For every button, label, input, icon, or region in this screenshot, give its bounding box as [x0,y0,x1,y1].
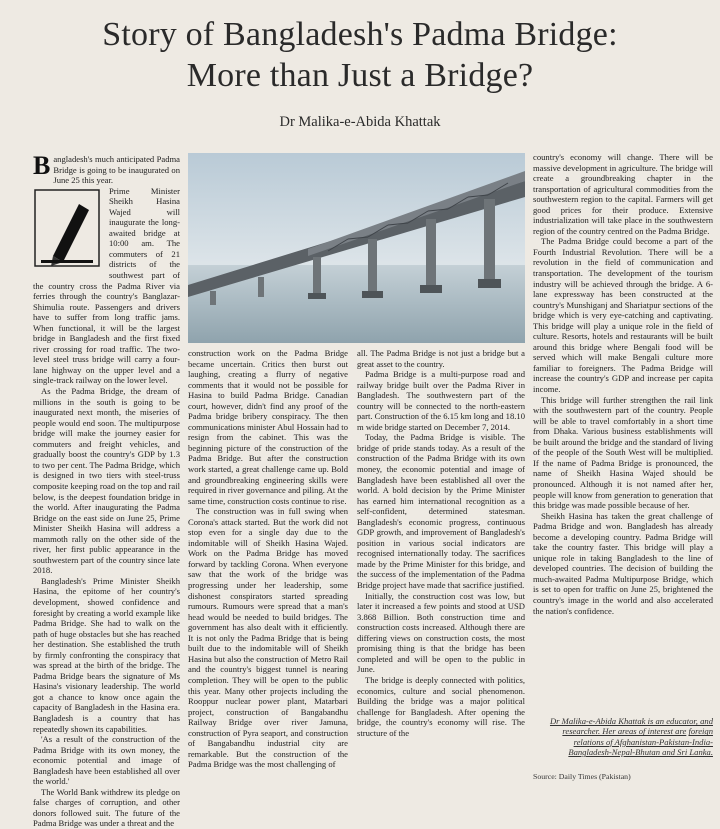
drop-cap: B [33,151,51,180]
headline-line-2: More than Just a Bridge? [186,57,534,94]
author-bio-line-1: Dr Malika-e-Abida Khattak is an educator, and researcher. Her areas of interest are [549,716,713,737]
source-credit: Source: Daily Times (Pakistan) [533,772,631,781]
paragraph-1: Prime Minister Sheikh Hasina Wajed will inaugurate the long-awaited bridge at 10:00 am. The commuters of 21 districts of the southwest part of the country cross the Padma River via ferries through the country's Banglazar-Shimulia route. Passengers and drivers have to suffer from long traffic jams. When functional, it will be the largest bridge in Bangladesh and the first fixed river crossing for road traffic. The two-level steel truss bridge will carry a four-lane highway on the upper level and a single-track railway on the lower level. [33,185,180,386]
paragraph-2: The Padma Bridge could become a part of the Fourth Industrial Revolution. There will be a revolution in the field of communication and transportation. The development of the tourism industry will be achieved through the bridge. A 6-lane expressway has been constructed at the country's Munshiganj and Shariatpur sections of the bridge which is very eye-catching and captivating. This bridge will play a unique role in the field of culture. Resorts, hotels and restaurants will be built around this bridge where Bengali food will be served which will make Bengali culture more familiar to foreigners. The Padma Bridge will increase the country's GDP and increase per capita income. [533,236,713,395]
paragraph-2: The construction was in full swing when Corona's attack started. But the work did not stop even for a single day due to the indomitable will of Sheikh Hasina Wajed. Work on the Padma Bridge has moved forward by tackling Corona. When everyone saw that the work of the bridge was progressing under her leadership, some dishonest conspirators started spreading rumours. Rumours were spread that a man's head would be needed to build bridges. The government has also dealt with it efficiently. It is not only the Padma Bridge that is being built due to the indomitable will of Sheikh Hasina but also the construction of Metro Rail and the country's biggest tunnel is nearing completion. They will be open to the public this year. Many other projects including the Rooppur nuclear power plant, Matarbari project, construction of Bangabandhu Railway Bridge over river Jamuna, construction of Pyra seaport, and construction of Bangabandhu industrial city are remarkable. But the construction of the Padma Bridge was the most challenging of [188,506,348,770]
author-bio-line-2: foreign relations of Afghanistan-Pakistan-India-Bangladesh-Nepal-Bhutan and Sri Lanka. [568,726,713,758]
pen-author-icon [33,188,103,270]
paragraph-1: all. The Padma Bridge is not just a bridge but a great asset to the country. [357,348,525,369]
byline: Dr Malika-e-Abida Khattak [279,114,441,130]
paragraph-4: Initially, the construction cost was low, but later it increased a few points and stood at USD 3.868 Billion. Both construction time and construction costs increased. Although there are differing views on construction costs, the most promising thing is that the bridge has been completed and will be open to the public in June. [357,590,525,675]
column-2 [188,348,348,784]
paragraph-2: Padma Bridge is a multi-purpose road and railway bridge built over the Padma River in Bangladesh. The southwestern part of the country will be connected to the north-eastern part. Construction of the 6.15 km long and 18.10 m wide bridge started on December 7, 2014. [357,369,525,432]
author-bio [533,716,713,758]
paragraph-intro: Bangladesh's much anticipated Padma Bridge is going to be inaugurated on June 25 this year. [33,151,180,186]
bridge-photo [188,153,525,343]
paragraph-3: Today, the Padma Bridge is visible. The bridge of pride stands today. As a result of the construction of the Padma Bridge with its own money, the economic potential and image of Bangladesh have been established all over the world. A bold decision by the Prime Minister has earned him international recognition as a self-confident, determined statesman. Bangladesh's economic progress, continuous GDP growth, and improvement of Bangladesh's position in various social indicators are recognised internationally today. The sacrifices made by the Prime Minister for this bridge, and the success of the implementation of the Padma Bridge project have made that sacrifice justified. [357,432,525,591]
paragraph-3: This bridge will further strengthen the rail link with the southwestern part of the country. People will be able to travel comfortably in a short time from Dhaka. Various business establishments will be built around the bridge and the standard of living of the people of the South West will be multiplied. If the name of Padma Bridge is pronounced, the name of Sheikh Hasina Wajed should be pronounced. Although it is not named after her, people will know from generation to generation that this bridge was made possible because of her. [533,394,713,511]
column-3 [357,348,525,784]
paragraph-4: Sheikh Hasina has taken the great challenge of Padma Bridge and won. Bangladesh has already become a developing country. Padma Bridge will take the country faster. This bridge will play a unique role in taking Bangladesh to the line of developed countries. The decision of building the much-awaited Padma Multipurpose Bridge, which is set to open for traffic on June 25, brightened the country's image in the world and also accelerated the nation's confidence. [533,510,713,616]
column-1 [33,151,180,829]
paragraph-2: As the Padma Bridge, the dream of millions in the south is going to be inaugurated next month, the miseries of people would end soon. The multipurpose bridge will make the journey easier for commuters and freight vehicles, and gradually boost the country's GDP by 1.3 to two per cent. The Padma Bridge, which is designed in two tiers with steel-truss composite keeping road on the top and rail below, is the deepest foundation bridge in the world. After inaugurating the Padma Bridge on the east side on June 25, Prime Minister Sheikh Hasina will address a mammoth rally on the other side of the river, her first public appearance in the southwestern part of the country since late 2018. [33,386,180,576]
pull-quote: 'As a result of the construction of the Padma Bridge with its own money, the economic potential and image of Bangladesh have been established all over the world.' [33,734,180,787]
paragraph-1: country's economy will change. There will be massive development in agriculture. The bridge will create a groundbreaking chapter in the transportation of agricultural commodities from the southwestern region to the capital. Farmers will get good prices for their produce. Extensive industrialization will take place in the southwestern region of the country centred on the Padma Bridge. [533,152,713,236]
paragraph-1: construction work on the Padma Bridge became uncertain. Critics then burst out laughing, creating a flurry of negative comments that it would not be possible for Hasina to build Padma Bridge. Canadian court, however, didn't find any proof of the Padma bridge bribery conspiracy. The then communications minister Abul Hossain had to resign from the cabinet. This was the beginning picture of the construction of the Padma Bridge. But after the construction work started, a great challenge came up. Bold and groundbreaking engineering skills were required in river governance and piling. At the same time, construction costs continue to rise. [188,348,348,506]
headline [0,14,720,96]
headline-line-1: Story of Bangladesh's Padma Bridge: [102,16,618,53]
paragraph-5: The World Bank withdrew its pledge on false charges of corruption, and other donors followed suit. The future of the Padma Bridge was under a threat and the [33,786,180,829]
column-4 [533,152,713,708]
paragraph-3: Bangladesh's Prime Minister Sheikh Hasina, the epitome of her country's development, showed confidence and foresight by creating a world example like Padma Bridge. She had to walk on the path of huge obstacles but she has reached her destination. She established the truth by firmly confronting the conspiracy that was spread at the birth of the bridge. The Padma Bridge bears the signature of Ms Hasina's visionary leadership. The world got a chance to know once again the capacity of Bangladesh in the Hasina era. Bangladesh is a country that has repeatedly shown its capabilities. [33,575,180,734]
paragraph-5: The bridge is deeply connected with politics, economics, culture and social phenomenon. Building the bridge was a major political challenge for Bangladesh. After opening the bridge, the country's economy will rise. The structure of the [357,674,525,738]
